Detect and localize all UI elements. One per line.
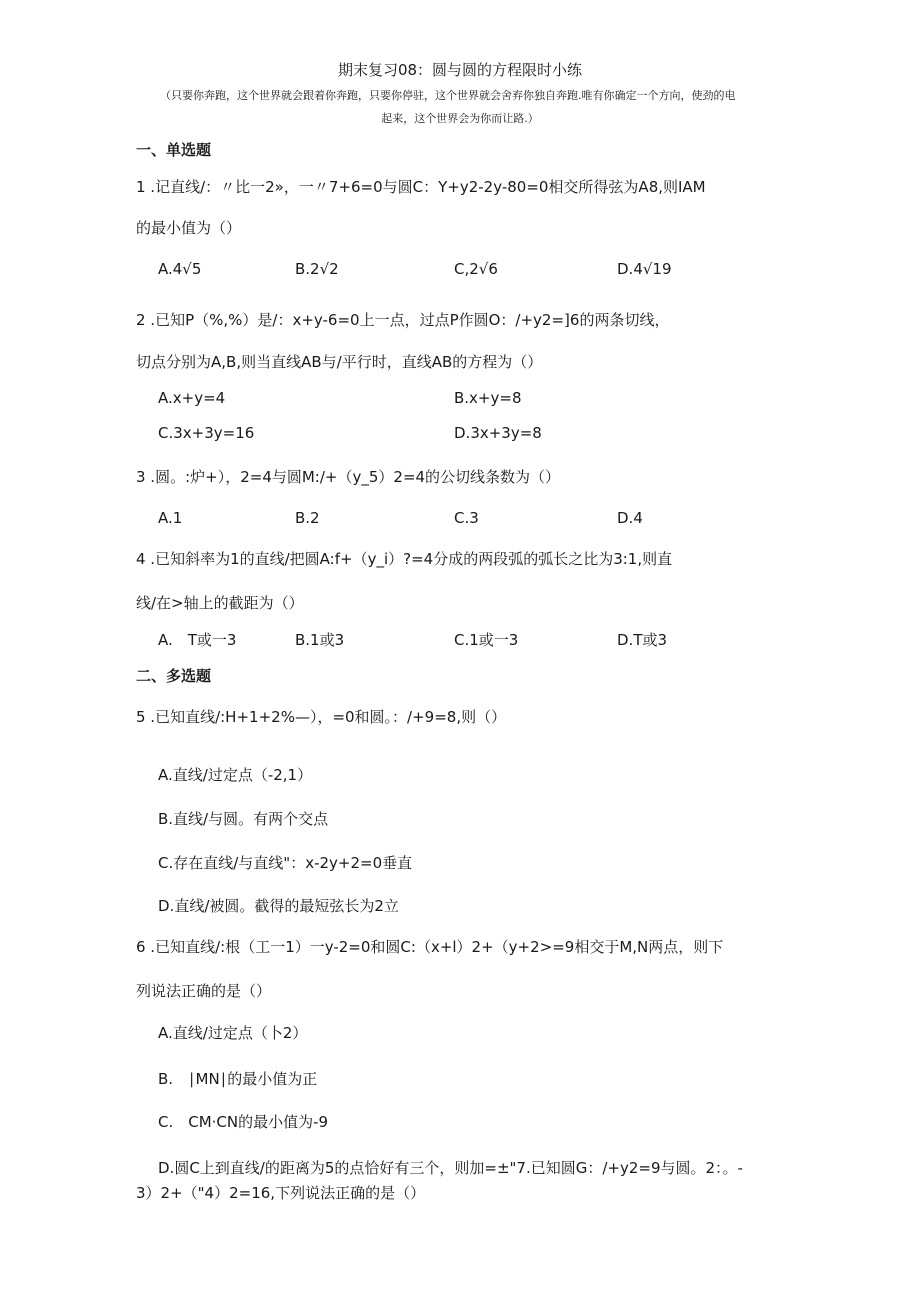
question-5-line-1: 5 .已知直线/:H+1+2%—），=0和圆。：/+9=8,则（） [136, 708, 507, 726]
question-4-line-1: 4 .已知斜率为1的直线/把圆A:f+（y_i）?=4分成的两段弧的弧长之比为3:1,则直 [136, 550, 673, 568]
question-2-option-b: B.x+y=8 [454, 389, 522, 407]
question-4-option-b: B.1或3 [295, 631, 345, 649]
subtitle-line-1: （只要你奔跑，这个世界就会跟着你奔跑，只要你停驻，这个世界就会舍弃你独自奔跑.唯有你确定一个方向，使劲的电 [160, 89, 736, 102]
question-4-line-2: 线/在>轴上的截距为（） [136, 594, 304, 612]
question-1-option-d: D.4√19 [617, 260, 672, 278]
question-1-option-c: C,2√6 [454, 260, 498, 278]
question-2-option-a: A.x+y=4 [158, 389, 226, 407]
question-7-continuation: 3）2+（"4）2=16,下列说法正确的是（） [136, 1184, 426, 1202]
question-2-option-d: D.3x+3y=8 [454, 424, 542, 442]
question-6-option-a: A.直线/过定点（卜2） [158, 1024, 308, 1042]
page-title: 期末复习08：圆与圆的方程限时小练 [337, 61, 583, 79]
question-6-option-c: C. CM·CN的最小值为-9 [158, 1113, 329, 1131]
question-2-option-c: C.3x+3y=16 [158, 424, 255, 442]
question-2-line-2: 切点分别为A,B,则当直线AB与/平行时，直线AB的方程为（） [136, 353, 543, 371]
question-6-option-d: D.圆C上到直线/的距离为5的点恰好有三个，则加=±"7.已知圆G：/+y2=9与圆。2：。- [158, 1159, 743, 1177]
question-5-option-d: D.直线/被圆。截得的最短弦长为2立 [158, 897, 399, 915]
question-6-option-b: B. ∣MN∣的最小值为正 [158, 1070, 318, 1088]
question-1-line-2: 的最小值为（） [136, 219, 242, 237]
question-5-option-a: A.直线/过定点（-2,1） [158, 766, 313, 784]
question-3-line-1: 3 .圆。:炉+），2=4与圆M:/+（y_5）2=4的公切线条数为（） [136, 468, 561, 486]
section-heading-single-choice: 一、单选题 [136, 141, 212, 159]
question-6-line-2: 列说法正确的是（） [136, 982, 272, 1000]
question-1-option-a: A.4√5 [158, 260, 202, 278]
question-5-option-b: B.直线/与圆。有两个交点 [158, 810, 329, 828]
question-1-option-b: B.2√2 [295, 260, 339, 278]
subtitle-line-2: 起来，这个世界会为你而让路.） [381, 112, 539, 125]
question-3-option-b: B.2 [295, 509, 320, 527]
question-3-option-d: D.4 [617, 509, 643, 527]
question-4-option-c: C.1或一3 [454, 631, 519, 649]
question-4-option-d: D.T或3 [617, 631, 668, 649]
question-3-option-a: A.1 [158, 509, 183, 527]
question-2-line-1: 2 .已知P（%,%）是/：x+y-6=0上一点，过点P作圆O：/+y2=]6的两条切线， [136, 311, 670, 329]
question-5-option-c: C.存在直线/与直线"：x-2y+2=0垂直 [158, 854, 413, 872]
question-1-line-1: 1 .记直线/：〃比一2»，一〃7+6=0与圆C：Y+y2-2y-80=0相交所得弦为A8,则IAM [136, 178, 706, 196]
section-heading-multiple-choice: 二、多选题 [136, 667, 212, 685]
question-3-option-c: C.3 [454, 509, 479, 527]
question-4-option-a: A. T或一3 [158, 631, 237, 649]
question-6-line-1: 6 .已知直线/:根（工一1）一y-2=0和圆C:（x+l）2+（y+2>=9相交于M,N两点，则下 [136, 938, 724, 956]
